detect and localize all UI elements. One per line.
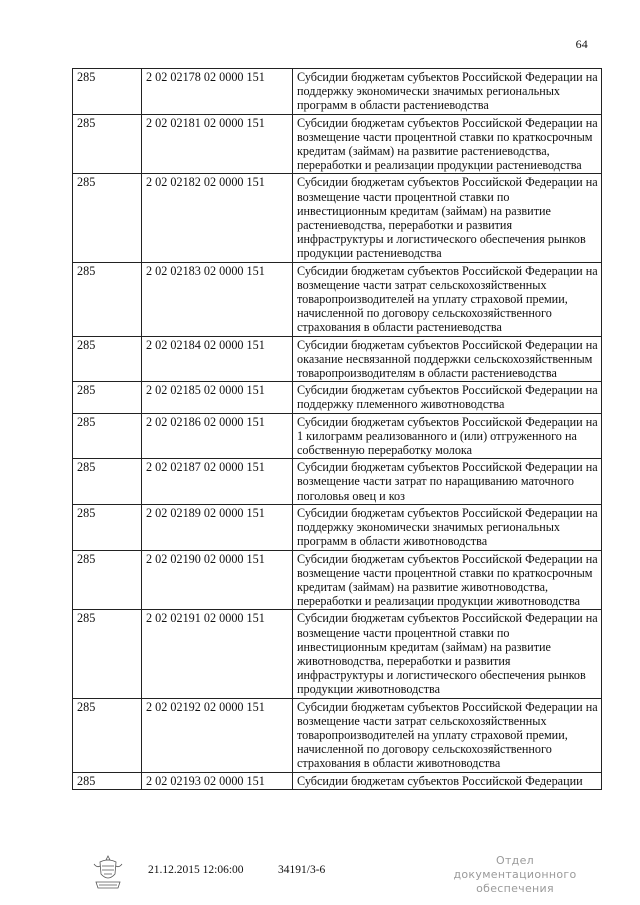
income-name-cell: Субсидии бюджетам субъектов Российской Федерации на возмещение части процентной ставки по краткосрочным кредитам (займам) на развитие растениеводства, переработки и реализации продукции растениеводства — [293, 114, 602, 174]
income-name-cell: Субсидии бюджетам субъектов Российской Федерации на поддержку экономически значимых региональных программ в области животноводства — [293, 504, 602, 550]
income-name-cell: Субсидии бюджетам субъектов Российской Федерации на возмещение части процентной ставки по инвестиционным кредитам (займам) на развитие животноводства, переработки и развития инфраструктуры и логистического обеспечения рынков продукции животноводства — [293, 610, 602, 698]
income-name-cell: Субсидии бюджетам субъектов Российской Федерации на поддержку экономически значимых региональных программ в области растениеводства — [293, 69, 602, 115]
table-row — [73, 69, 602, 115]
page-number: 64 — [575, 37, 588, 51]
print-timestamp: 21.12.2015 12:06:00 — [148, 864, 244, 876]
budget-classification-table — [72, 68, 602, 790]
admin-code-cell: 285 — [73, 69, 142, 115]
admin-code-cell: 285 — [73, 114, 142, 174]
table-row — [73, 114, 602, 174]
budget-code-cell: 2 02 02181 02 0000 151 — [142, 114, 293, 174]
table-row — [73, 772, 602, 789]
admin-code-cell: 285 — [73, 772, 142, 789]
admin-code-cell: 285 — [73, 262, 142, 336]
stamp-line-2: обеспечения — [476, 882, 554, 895]
admin-code-cell: 285 — [73, 610, 142, 698]
admin-code-cell: 285 — [73, 413, 142, 459]
budget-code-cell: 2 02 02183 02 0000 151 — [142, 262, 293, 336]
document-id: 34191/3-6 — [278, 864, 326, 876]
table-row — [73, 459, 602, 505]
department-stamp — [440, 854, 590, 896]
budget-code-cell: 2 02 02189 02 0000 151 — [142, 504, 293, 550]
table-row — [73, 413, 602, 459]
admin-code-cell: 285 — [73, 382, 142, 413]
budget-code-cell: 2 02 02193 02 0000 151 — [142, 772, 293, 789]
budget-code-cell: 2 02 02184 02 0000 151 — [142, 336, 293, 382]
budget-code-cell: 2 02 02186 02 0000 151 — [142, 413, 293, 459]
income-name-cell: Субсидии бюджетам субъектов Российской Федерации на возмещение части затрат сельскохозяйственных товаропроизводителей на уплату страховой премии, начисленной по договору сельскохозяйственного страхования в области растениеводства — [293, 262, 602, 336]
budget-code-cell: 2 02 02187 02 0000 151 — [142, 459, 293, 505]
budget-code-cell: 2 02 02190 02 0000 151 — [142, 550, 293, 610]
budget-code-cell: 2 02 02182 02 0000 151 — [142, 174, 293, 262]
admin-code-cell: 285 — [73, 174, 142, 262]
income-name-cell: Субсидии бюджетам субъектов Российской Федерации на возмещение части процентной ставки по инвестиционным кредитам (займам) на развитие растениеводства, переработки и развития инфраструктуры и логистического обеспечения рынков продукции растениеводства — [293, 174, 602, 262]
income-name-cell: Субсидии бюджетам субъектов Российской Федерации — [293, 772, 602, 789]
budget-code-cell: 2 02 02191 02 0000 151 — [142, 610, 293, 698]
table-row — [73, 382, 602, 413]
admin-code-cell: 285 — [73, 550, 142, 610]
budget-code-cell: 2 02 02192 02 0000 151 — [142, 698, 293, 772]
budget-code-cell: 2 02 02185 02 0000 151 — [142, 382, 293, 413]
income-name-cell: Субсидии бюджетам субъектов Российской Федерации на оказание несвязанной поддержки сельскохозяйственным товаропроизводителям в области растениеводства — [293, 336, 602, 382]
admin-code-cell: 285 — [73, 698, 142, 772]
table-row — [73, 550, 602, 610]
page-footer — [0, 850, 640, 900]
admin-code-cell: 285 — [73, 336, 142, 382]
table-row — [73, 504, 602, 550]
income-name-cell: Субсидии бюджетам субъектов Российской Федерации на возмещение части затрат сельскохозяйственных товаропроизводителей на уплату страховой премии, начисленной по договору сельскохозяйственного страхования в области животноводства — [293, 698, 602, 772]
income-name-cell: Субсидии бюджетам субъектов Российской Федерации на 1 килограмм реализованного и (или) отгруженного на собственную переработку молока — [293, 413, 602, 459]
stamp-line-1: Отдел документационного — [453, 854, 577, 881]
coat-of-arms-emblem-icon — [88, 852, 128, 892]
budget-code-cell: 2 02 02178 02 0000 151 — [142, 69, 293, 115]
table-row — [73, 262, 602, 336]
table-row — [73, 610, 602, 698]
table-row — [73, 336, 602, 382]
table-row — [73, 174, 602, 262]
table-row — [73, 698, 602, 772]
income-name-cell: Субсидии бюджетам субъектов Российской Федерации на возмещение части процентной ставки по краткосрочным кредитам (займам) на развитие животноводства, переработки и реализации продукции животноводства — [293, 550, 602, 610]
admin-code-cell: 285 — [73, 459, 142, 505]
income-name-cell: Субсидии бюджетам субъектов Российской Федерации на возмещение части затрат по наращиванию маточного поголовья овец и коз — [293, 459, 602, 505]
income-name-cell: Субсидии бюджетам субъектов Российской Федерации на поддержку племенного животноводства — [293, 382, 602, 413]
admin-code-cell: 285 — [73, 504, 142, 550]
